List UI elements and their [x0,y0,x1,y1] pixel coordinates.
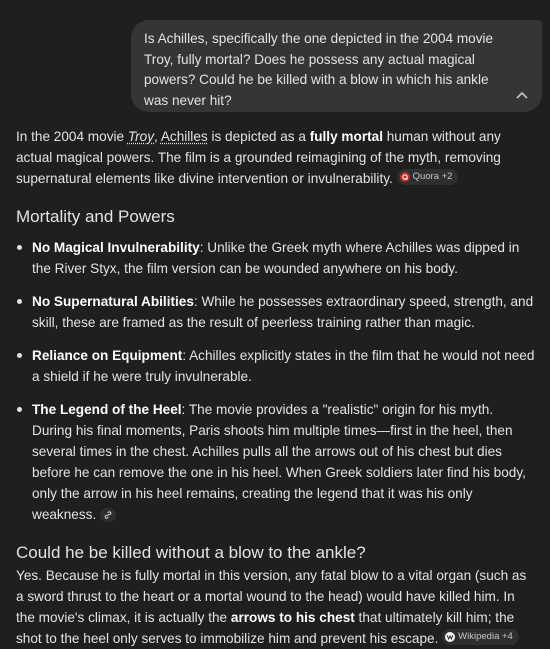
user-query-bubble [131,20,542,112]
intro-paragraph: In the 2004 movie Troy, Achilles is depicted as a fully mortal human without any actual magical powers. The film is a grounded reimagining of the myth, removing supernatural elements like divine intervention or invulnerability. Quora +2 [16,129,501,186]
source-chip-label: Quora +2 [412,171,453,182]
list-item: No Magical Invulnerability: Unlike the Greek myth where Achilles was dipped in the River Styx, the film version can be wounded anywhere on his body. [16,237,536,279]
quora-icon [400,172,410,182]
achilles-link[interactable]: Achilles [160,129,208,144]
source-chip-label: Wikipedia +4 [458,631,513,642]
source-chip-quora[interactable] [397,169,459,185]
points-list [16,237,536,525]
collapse-chevron-icon[interactable] [514,87,530,103]
list-item: The Legend of the Heel: The movie provides a "realistic" origin for his myth. During his final moments, Paris shoots him multiple times—first in the heel, then several times in the chest. Achilles pulls all the arrows out of his chest but dies before he can remove the one in his heel. When Greek soldiers later find his body, only the arrow in his heel remains, creating the legend that it was his only weakness. [16,399,536,525]
wikipedia-icon [445,632,455,642]
link-chip[interactable] [100,508,116,522]
user-query-text: Is Achilles, specifically the one depicted in the 2004 movie Troy, fully mortal? Does he possess any actual magical powers? Could he be killed with a blow in which his ankle was never hit? [144,31,494,108]
section-heading-mortality: Mortality and Powers [16,207,175,226]
response-body [16,126,536,649]
link-icon [103,510,113,520]
section-heading-ankle: Could he be killed without a blow to the ankle? [16,543,366,562]
list-item: Reliance on Equipment: Achilles explicitly states in the film that he would not need a shield if he were truly invulnerable. [16,345,536,387]
list-item: No Supernatural Abilities: While he possesses extraordinary speed, strength, and skill, these are framed as the result of peerless training rather than magic. [16,291,536,333]
final-paragraph: Yes. Because he is fully mortal in this version, any fatal blow to a vital organ (such as a sword thrust to the heart or a mortal wound to the head) would have killed him. In the movie's climax, it is actually the arrows to his chest that ultimately kill him; the shot to the heel only serves to immobilize him and prevent his escape. Wikipedia +4 [16,568,527,646]
troy-link[interactable]: Troy [127,129,155,144]
source-chip-wikipedia[interactable] [442,629,519,645]
